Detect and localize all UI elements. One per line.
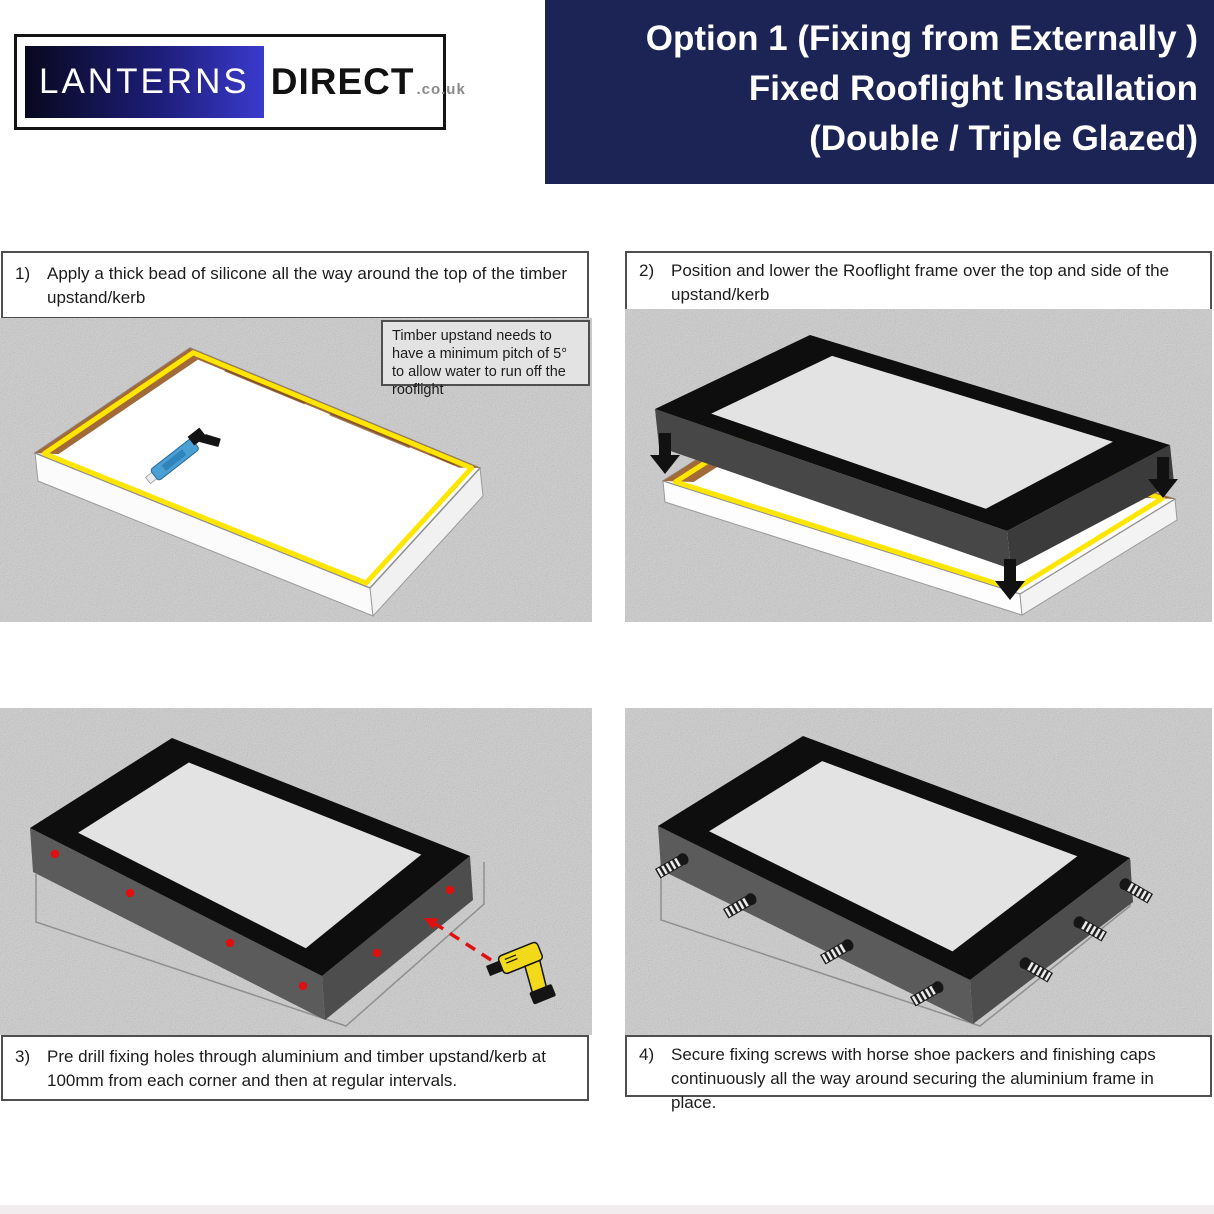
logo-suffix-text: .co.uk bbox=[416, 81, 466, 98]
logo-primary-text: LANTERNS bbox=[25, 46, 264, 118]
step1-caption bbox=[1, 251, 589, 319]
step4-illustration bbox=[625, 708, 1212, 1035]
step3-number: 3) bbox=[15, 1047, 31, 1066]
fixing-hole-dot bbox=[373, 949, 381, 957]
step3-caption bbox=[1, 1035, 589, 1101]
fixing-hole-dot bbox=[226, 939, 234, 947]
fixing-hole-dot bbox=[446, 886, 454, 894]
step2-number: 2) bbox=[639, 261, 655, 280]
pitch-note: Timber upstand needs to have a minimum pitch of 5° to allow water to run off the rooflight bbox=[381, 320, 590, 386]
step3-illustration bbox=[0, 708, 592, 1035]
fixing-hole-dot bbox=[51, 850, 59, 858]
step2-text: Position and lower the Rooflight frame over the top and side of the upstand/kerb bbox=[671, 261, 1170, 304]
logo-secondary-text: DIRECT bbox=[270, 61, 415, 102]
lanterns-direct-logo bbox=[14, 34, 466, 130]
bottom-edge-tint bbox=[0, 1205, 1214, 1214]
logo-right-group bbox=[271, 61, 466, 103]
fixing-hole-dot bbox=[126, 889, 134, 897]
title-line-1: Option 1 (Fixing from Externally ) bbox=[645, 19, 1198, 58]
step4-text: Secure fixing screws with horse shoe packers and finishing caps continuously all the way around securing the aluminium frame in place. bbox=[671, 1045, 1156, 1112]
step4-caption bbox=[625, 1035, 1212, 1112]
step2-illustration bbox=[625, 309, 1212, 622]
page-title bbox=[545, 0, 1214, 184]
step1-text: Apply a thick bead of silicone all the way around the top of the timber upstand/kerb bbox=[47, 264, 567, 307]
title-line-3: (Double / Triple Glazed) bbox=[809, 119, 1198, 158]
step4-number: 4) bbox=[639, 1045, 655, 1064]
step3-text: Pre drill fixing holes through aluminium and timber upstand/kerb at 100mm from each corner and then at regular intervals. bbox=[47, 1047, 546, 1090]
step2-caption bbox=[625, 251, 1212, 312]
fixing-hole-dot bbox=[299, 982, 307, 990]
step1-number: 1) bbox=[15, 264, 31, 283]
title-line-2: Fixed Rooflight Installation bbox=[748, 69, 1198, 108]
